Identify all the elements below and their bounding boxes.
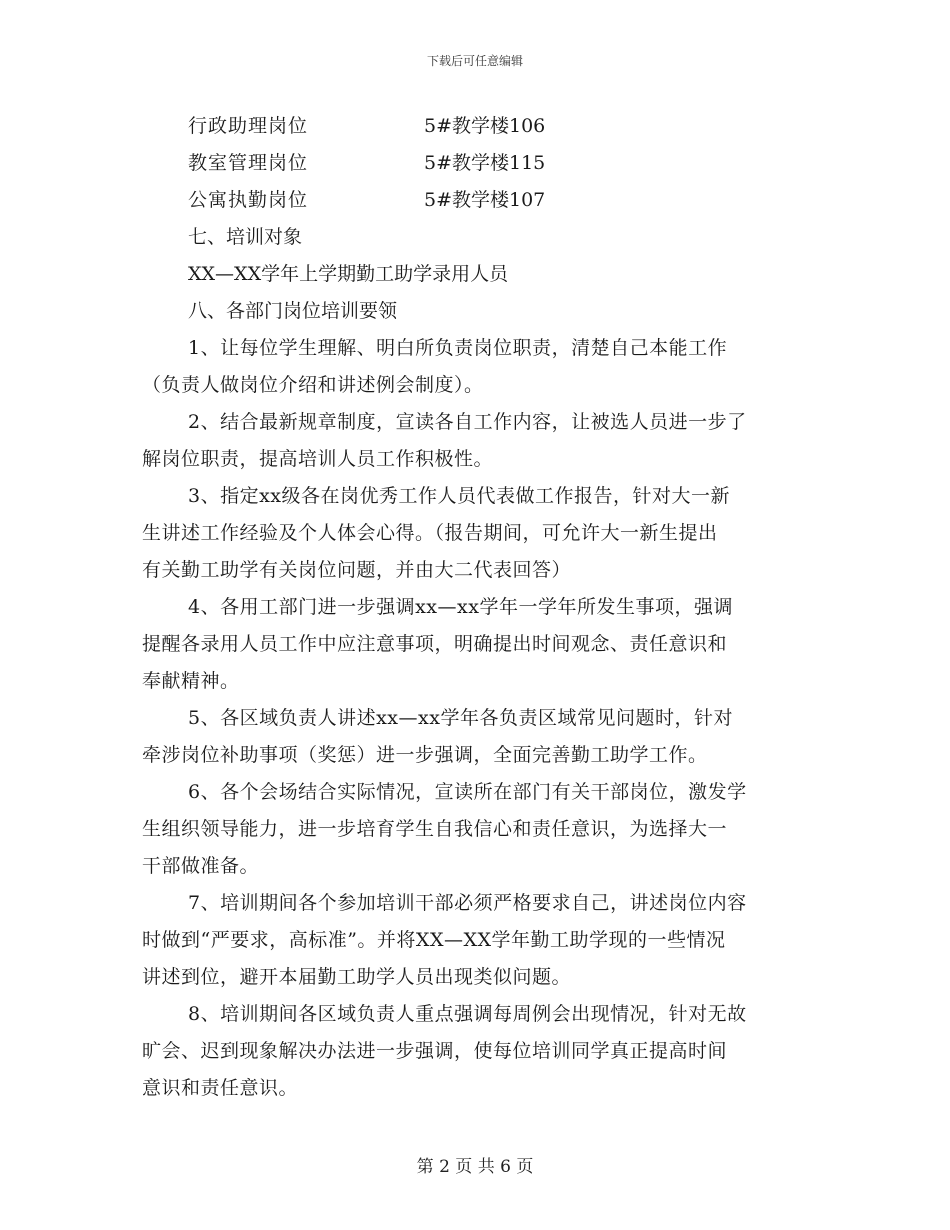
post-location: 5#教学楼107 [424, 189, 546, 211]
training-point-line: 讲述到位，避开本届勤工助学人员出现类似问题。 [142, 966, 572, 988]
training-point-line: 6、各个会场结合实际情况，宣读所在部门有关干部岗位，激发学 [188, 781, 747, 803]
post-row [142, 108, 802, 145]
post-name: 公寓执勤岗位 [188, 189, 309, 211]
post-name: 教室管理岗位 [188, 152, 309, 174]
training-point-line: 旷会、迟到现象解决办法进一步强调，使每位培训同学真正提高时间 [142, 1040, 728, 1062]
section-7-text: XX—XX学年上学期勤工助学录用人员 [188, 263, 509, 285]
training-point-line: 2、结合最新规章制度，宣读各自工作内容，让被选人员进一步了 [188, 411, 747, 433]
post-location: 5#教学楼115 [424, 152, 546, 174]
training-point-line: 5、各区域负责人讲述xx—xx学年各负责区域常见问题时，针对 [188, 707, 733, 729]
training-point-line: 1、让每位学生理解、明白所负责岗位职责，清楚自己本能工作 [188, 337, 728, 359]
post-row [142, 182, 802, 219]
training-point-line: 解岗位职责，提高培训人员工作积极性。 [142, 448, 494, 470]
training-point [142, 330, 802, 404]
header-note: 下载后可任意编辑 [426, 54, 523, 68]
training-point-line: 牵涉岗位补助事项（奖惩）进一步强调，全面完善勤工助学工作。 [142, 744, 708, 766]
training-point-line: 3、指定xx级各在岗优秀工作人员代表做工作报告，针对大一新 [188, 485, 731, 507]
training-point [142, 774, 802, 885]
training-point-line: 奉献精神。 [142, 670, 240, 692]
training-point-line: （负责人做岗位介绍和讲述例会制度）。 [142, 374, 484, 396]
training-point [142, 700, 802, 774]
section-7-heading: 七、培训对象 [188, 226, 303, 248]
training-point-line: 生讲述工作经验及个人体会心得。（报告期间，可允许大一新生提出 [142, 522, 718, 544]
training-points-list [142, 330, 802, 1107]
page-number: 第 2 页 共 6 页 [416, 1157, 534, 1177]
training-point [142, 478, 802, 589]
training-point-line: 提醒各录用人员工作中应注意事项，明确提出时间观念、责任意识和 [142, 633, 728, 655]
training-point [142, 589, 802, 700]
post-row [142, 145, 802, 182]
training-point-line: 8、培训期间各区域负责人重点强调每周例会出现情况，针对无故 [188, 1003, 747, 1025]
training-point [142, 996, 802, 1107]
training-point-line: 4、各用工部门进一步强调xx—xx学年一学年所发生事项，强调 [188, 596, 733, 618]
training-point-line: 干部做准备。 [142, 855, 260, 877]
training-point [142, 404, 802, 478]
training-point-line: 有关勤工助学有关岗位问题，并由大二代表回答） [142, 559, 572, 581]
training-point [142, 885, 802, 996]
training-point-line: 7、培训期间各个参加培训干部必须严格要求自己，讲述岗位内容 [188, 892, 747, 914]
training-point-line: 生组织领导能力，进一步培育学生自我信心和责任意识，为选择大一 [142, 818, 728, 840]
post-name: 行政助理岗位 [188, 115, 309, 137]
training-point-line: 时做到“严要求，高标准”。并将XX—XX学年勤工助学现的一些情况 [142, 929, 726, 951]
post-location: 5#教学楼106 [424, 115, 546, 137]
training-point-line: 意识和责任意识。 [142, 1077, 299, 1099]
section-8-heading: 八、各部门岗位培训要领 [188, 300, 398, 322]
document-body [142, 108, 802, 1107]
